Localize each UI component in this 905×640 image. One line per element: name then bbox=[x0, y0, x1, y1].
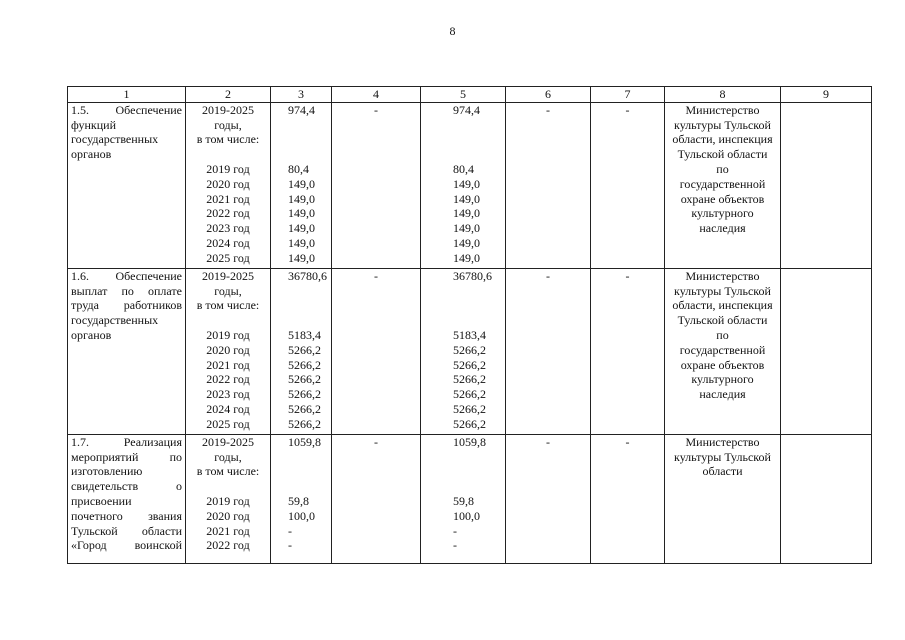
executor-line: охране объектов bbox=[680, 191, 765, 206]
column-9-cell bbox=[781, 434, 872, 563]
activity-name-line bbox=[71, 435, 182, 450]
column-5-year-amount: 5183,4 bbox=[453, 327, 486, 342]
spacer bbox=[274, 479, 328, 494]
executor-line: Тульской области bbox=[677, 147, 768, 162]
year-label: 2022 год bbox=[206, 538, 250, 553]
spacer bbox=[274, 284, 328, 299]
activity-name-line bbox=[71, 494, 182, 509]
executor-line: области, инспекция bbox=[672, 298, 773, 313]
spacer bbox=[189, 313, 267, 328]
column-5-total: 36780,6 bbox=[453, 268, 492, 283]
activity-name-line bbox=[71, 479, 182, 494]
period-cell bbox=[186, 268, 271, 434]
header-cell: 5 bbox=[421, 87, 506, 103]
year-amount: 100,0 bbox=[288, 508, 315, 523]
budget-table bbox=[67, 86, 872, 564]
column-5-year-amount: 5266,2 bbox=[453, 342, 486, 357]
year-label: 2021 год bbox=[206, 357, 250, 372]
column-5-year-amount: - bbox=[453, 523, 457, 538]
executor-line: культуры Тульской bbox=[674, 449, 771, 464]
header-cell: 2 bbox=[186, 87, 271, 103]
spacer bbox=[274, 118, 328, 133]
spacer bbox=[424, 298, 502, 313]
activity-name-word: Реализация bbox=[123, 434, 182, 449]
activity-name-word: «Город bbox=[71, 538, 107, 553]
year-label: 2021 год bbox=[206, 191, 250, 206]
column-5-total: 974,4 bbox=[453, 102, 480, 117]
executor-cell bbox=[665, 268, 781, 434]
executor-line: Тульской области bbox=[677, 313, 768, 328]
spacer bbox=[274, 464, 328, 479]
executor-line: охране объектов bbox=[680, 357, 765, 372]
period-line: годы, bbox=[214, 283, 242, 298]
header-cell: 7 bbox=[591, 87, 665, 103]
year-amount: 149,0 bbox=[288, 221, 315, 236]
year-amount: 5266,2 bbox=[288, 387, 321, 402]
year-label: 2019 год bbox=[206, 327, 250, 342]
column-5-year-amount: 149,0 bbox=[453, 235, 480, 250]
column-5-year-amount: 5266,2 bbox=[453, 357, 486, 372]
activity-name-line bbox=[71, 298, 182, 313]
activity-name-word: 1.6. bbox=[71, 268, 89, 283]
header-cell: 8 bbox=[665, 87, 781, 103]
executor-line: Министерство bbox=[685, 268, 760, 283]
year-label: 2021 год bbox=[206, 523, 250, 538]
column-5-year-amount: 80,4 bbox=[453, 161, 474, 176]
column-5-year-amount: 149,0 bbox=[453, 250, 480, 265]
column-9-cell bbox=[781, 268, 872, 434]
period-cell bbox=[186, 434, 271, 563]
header-cell: 9 bbox=[781, 87, 872, 103]
activity-name-cell bbox=[68, 268, 186, 434]
activity-name-word: выплат bbox=[71, 283, 108, 298]
year-label: 2020 год bbox=[206, 508, 250, 523]
total-amount: 974,4 bbox=[288, 102, 315, 117]
total-amount-cell bbox=[271, 102, 332, 268]
activity-name-word: о bbox=[176, 479, 182, 494]
table-row bbox=[68, 102, 872, 268]
column-5-cell bbox=[421, 102, 506, 268]
activity-name-word: работников bbox=[123, 298, 182, 313]
executor-line: по bbox=[716, 161, 729, 176]
period-line: 2019-2025 bbox=[202, 268, 254, 283]
activity-name-word: государственных bbox=[71, 313, 159, 328]
column-5-year-amount: 149,0 bbox=[453, 191, 480, 206]
total-amount: 36780,6 bbox=[288, 268, 327, 283]
activity-name-word: свидетельств bbox=[71, 479, 139, 494]
year-label: 2023 год bbox=[206, 221, 250, 236]
year-amount: 5266,2 bbox=[288, 416, 321, 431]
column-5-year-amount: 5266,2 bbox=[453, 387, 486, 402]
activity-name-line bbox=[71, 132, 182, 147]
activity-name-cell bbox=[68, 102, 186, 268]
column-5-cell bbox=[421, 434, 506, 563]
period-line: годы, bbox=[214, 449, 242, 464]
column-5-year-amount: 59,8 bbox=[453, 493, 474, 508]
year-amount: 149,0 bbox=[288, 235, 315, 250]
activity-name-line bbox=[71, 147, 182, 162]
spacer bbox=[274, 298, 328, 313]
year-label: 2025 год bbox=[206, 416, 250, 431]
spacer bbox=[274, 450, 328, 465]
activity-name-word: органов bbox=[71, 147, 112, 162]
header-row bbox=[68, 87, 872, 103]
year-amount: 59,8 bbox=[288, 493, 309, 508]
executor-line: области bbox=[702, 464, 743, 479]
executor-line: Министерство bbox=[685, 434, 760, 449]
activity-name-line bbox=[71, 103, 182, 118]
executor-line: культурного bbox=[691, 372, 754, 387]
spacer bbox=[424, 450, 502, 465]
activity-name-word: Обеспечение bbox=[115, 268, 182, 283]
activity-name-word: 1.5. bbox=[71, 102, 89, 117]
header-cell: 6 bbox=[506, 87, 591, 103]
activity-name-line bbox=[71, 284, 182, 299]
activity-name-word: воинской bbox=[134, 538, 182, 553]
activity-name-word: присвоении bbox=[71, 493, 132, 508]
executor-cell bbox=[665, 434, 781, 563]
activity-name-word: по bbox=[169, 449, 182, 464]
activity-name-word: труда bbox=[71, 298, 99, 313]
executor-line: Министерство bbox=[685, 102, 760, 117]
column-6-cell: - bbox=[506, 102, 591, 268]
activity-name-word: по bbox=[121, 283, 134, 298]
spacer bbox=[424, 118, 502, 133]
year-label: 2022 год bbox=[206, 206, 250, 221]
year-label: 2020 год bbox=[206, 176, 250, 191]
year-label: 2019 год bbox=[206, 161, 250, 176]
executor-line: государственной bbox=[679, 342, 766, 357]
period-line: 2019-2025 bbox=[202, 434, 254, 449]
executor-line: культурного bbox=[691, 206, 754, 221]
column-5-year-amount: 149,0 bbox=[453, 206, 480, 221]
year-amount: - bbox=[288, 538, 292, 553]
column-7-cell: - bbox=[591, 102, 665, 268]
period-line: в том числе: bbox=[196, 132, 260, 147]
year-amount: 149,0 bbox=[288, 191, 315, 206]
executor-line: государственной bbox=[679, 176, 766, 191]
activity-name-word: мероприятий bbox=[71, 449, 139, 464]
column-5-cell bbox=[421, 268, 506, 434]
spacer bbox=[424, 284, 502, 299]
year-label: 2025 год bbox=[206, 250, 250, 265]
year-amount: 149,0 bbox=[288, 176, 315, 191]
column-5-year-amount: 100,0 bbox=[453, 508, 480, 523]
year-label: 2019 год bbox=[206, 493, 250, 508]
executor-line: культуры Тульской bbox=[674, 283, 771, 298]
year-label: 2020 год bbox=[206, 342, 250, 357]
column-5-total: 1059,8 bbox=[453, 434, 486, 449]
year-amount: 5266,2 bbox=[288, 372, 321, 387]
period-line: годы, bbox=[214, 117, 242, 132]
year-amount: - bbox=[288, 523, 292, 538]
year-amount: 5266,2 bbox=[288, 401, 321, 416]
activity-name-line bbox=[71, 328, 182, 343]
activity-name-line bbox=[71, 524, 182, 539]
activity-name-word: государственных bbox=[71, 132, 159, 147]
year-amount: 5266,2 bbox=[288, 342, 321, 357]
spacer bbox=[189, 479, 267, 494]
executor-line: культуры Тульской bbox=[674, 117, 771, 132]
activity-name-line bbox=[71, 538, 182, 553]
column-7-cell: - bbox=[591, 434, 665, 563]
year-label: 2024 год bbox=[206, 235, 250, 250]
header-cell: 3 bbox=[271, 87, 332, 103]
spacer bbox=[274, 132, 328, 147]
spacer bbox=[424, 132, 502, 147]
executor-line: области, инспекция bbox=[672, 132, 773, 147]
column-4-cell: - bbox=[332, 268, 421, 434]
executor-line: наследия bbox=[699, 221, 746, 236]
activity-name-word: области bbox=[141, 523, 182, 538]
column-5-year-amount: 149,0 bbox=[453, 176, 480, 191]
period-cell bbox=[186, 102, 271, 268]
period-line: в том числе: bbox=[196, 464, 260, 479]
total-amount-cell bbox=[271, 268, 332, 434]
activity-name-word: звания bbox=[148, 508, 182, 523]
year-amount: 149,0 bbox=[288, 206, 315, 221]
activity-name-line bbox=[71, 118, 182, 133]
spacer bbox=[424, 147, 502, 162]
table-row bbox=[68, 434, 872, 563]
column-9-cell bbox=[781, 102, 872, 268]
column-4-cell: - bbox=[332, 434, 421, 563]
year-label: 2024 год bbox=[206, 401, 250, 416]
header-cell: 4 bbox=[332, 87, 421, 103]
year-amount: 80,4 bbox=[288, 161, 309, 176]
activity-name-line bbox=[71, 269, 182, 284]
year-label: 2023 год bbox=[206, 387, 250, 402]
column-5-year-amount: 149,0 bbox=[453, 221, 480, 236]
page-number: 8 bbox=[449, 24, 456, 38]
column-5-year-amount: 5266,2 bbox=[453, 372, 486, 387]
year-amount: 5183,4 bbox=[288, 327, 321, 342]
executor-cell bbox=[665, 102, 781, 268]
column-6-cell: - bbox=[506, 434, 591, 563]
activity-name-word: почетного bbox=[71, 508, 123, 523]
activity-name-word: Обеспечение bbox=[115, 102, 182, 117]
total-amount: 1059,8 bbox=[288, 434, 321, 449]
column-4-cell: - bbox=[332, 102, 421, 268]
spacer bbox=[274, 147, 328, 162]
column-5-year-amount: 5266,2 bbox=[453, 401, 486, 416]
column-5-year-amount: - bbox=[453, 538, 457, 553]
column-6-cell: - bbox=[506, 268, 591, 434]
activity-name-line bbox=[71, 509, 182, 524]
spacer bbox=[424, 479, 502, 494]
executor-line: по bbox=[716, 327, 729, 342]
total-amount-cell bbox=[271, 434, 332, 563]
activity-name-word: 1.7. bbox=[71, 434, 89, 449]
activity-name-line bbox=[71, 450, 182, 465]
activity-name-word: органов bbox=[71, 327, 112, 342]
period-line: в том числе: bbox=[196, 298, 260, 313]
activity-name-line bbox=[71, 313, 182, 328]
activity-name-word: оплате bbox=[147, 283, 182, 298]
period-line: 2019-2025 bbox=[202, 102, 254, 117]
activity-name-cell bbox=[68, 434, 186, 563]
spacer bbox=[424, 464, 502, 479]
column-7-cell: - bbox=[591, 268, 665, 434]
table-row bbox=[68, 268, 872, 434]
activity-name-line bbox=[71, 464, 182, 479]
column-5-year-amount: 5266,2 bbox=[453, 416, 486, 431]
spacer bbox=[189, 147, 267, 162]
spacer bbox=[424, 313, 502, 328]
activity-name-word: изготовлению bbox=[71, 464, 143, 479]
activity-name-word: функций bbox=[71, 117, 116, 132]
year-amount: 5266,2 bbox=[288, 357, 321, 372]
header-cell: 1 bbox=[68, 87, 186, 103]
year-label: 2022 год bbox=[206, 372, 250, 387]
executor-line: наследия bbox=[699, 387, 746, 402]
year-amount: 149,0 bbox=[288, 250, 315, 265]
activity-name-word: Тульской bbox=[71, 523, 118, 538]
spacer bbox=[274, 313, 328, 328]
